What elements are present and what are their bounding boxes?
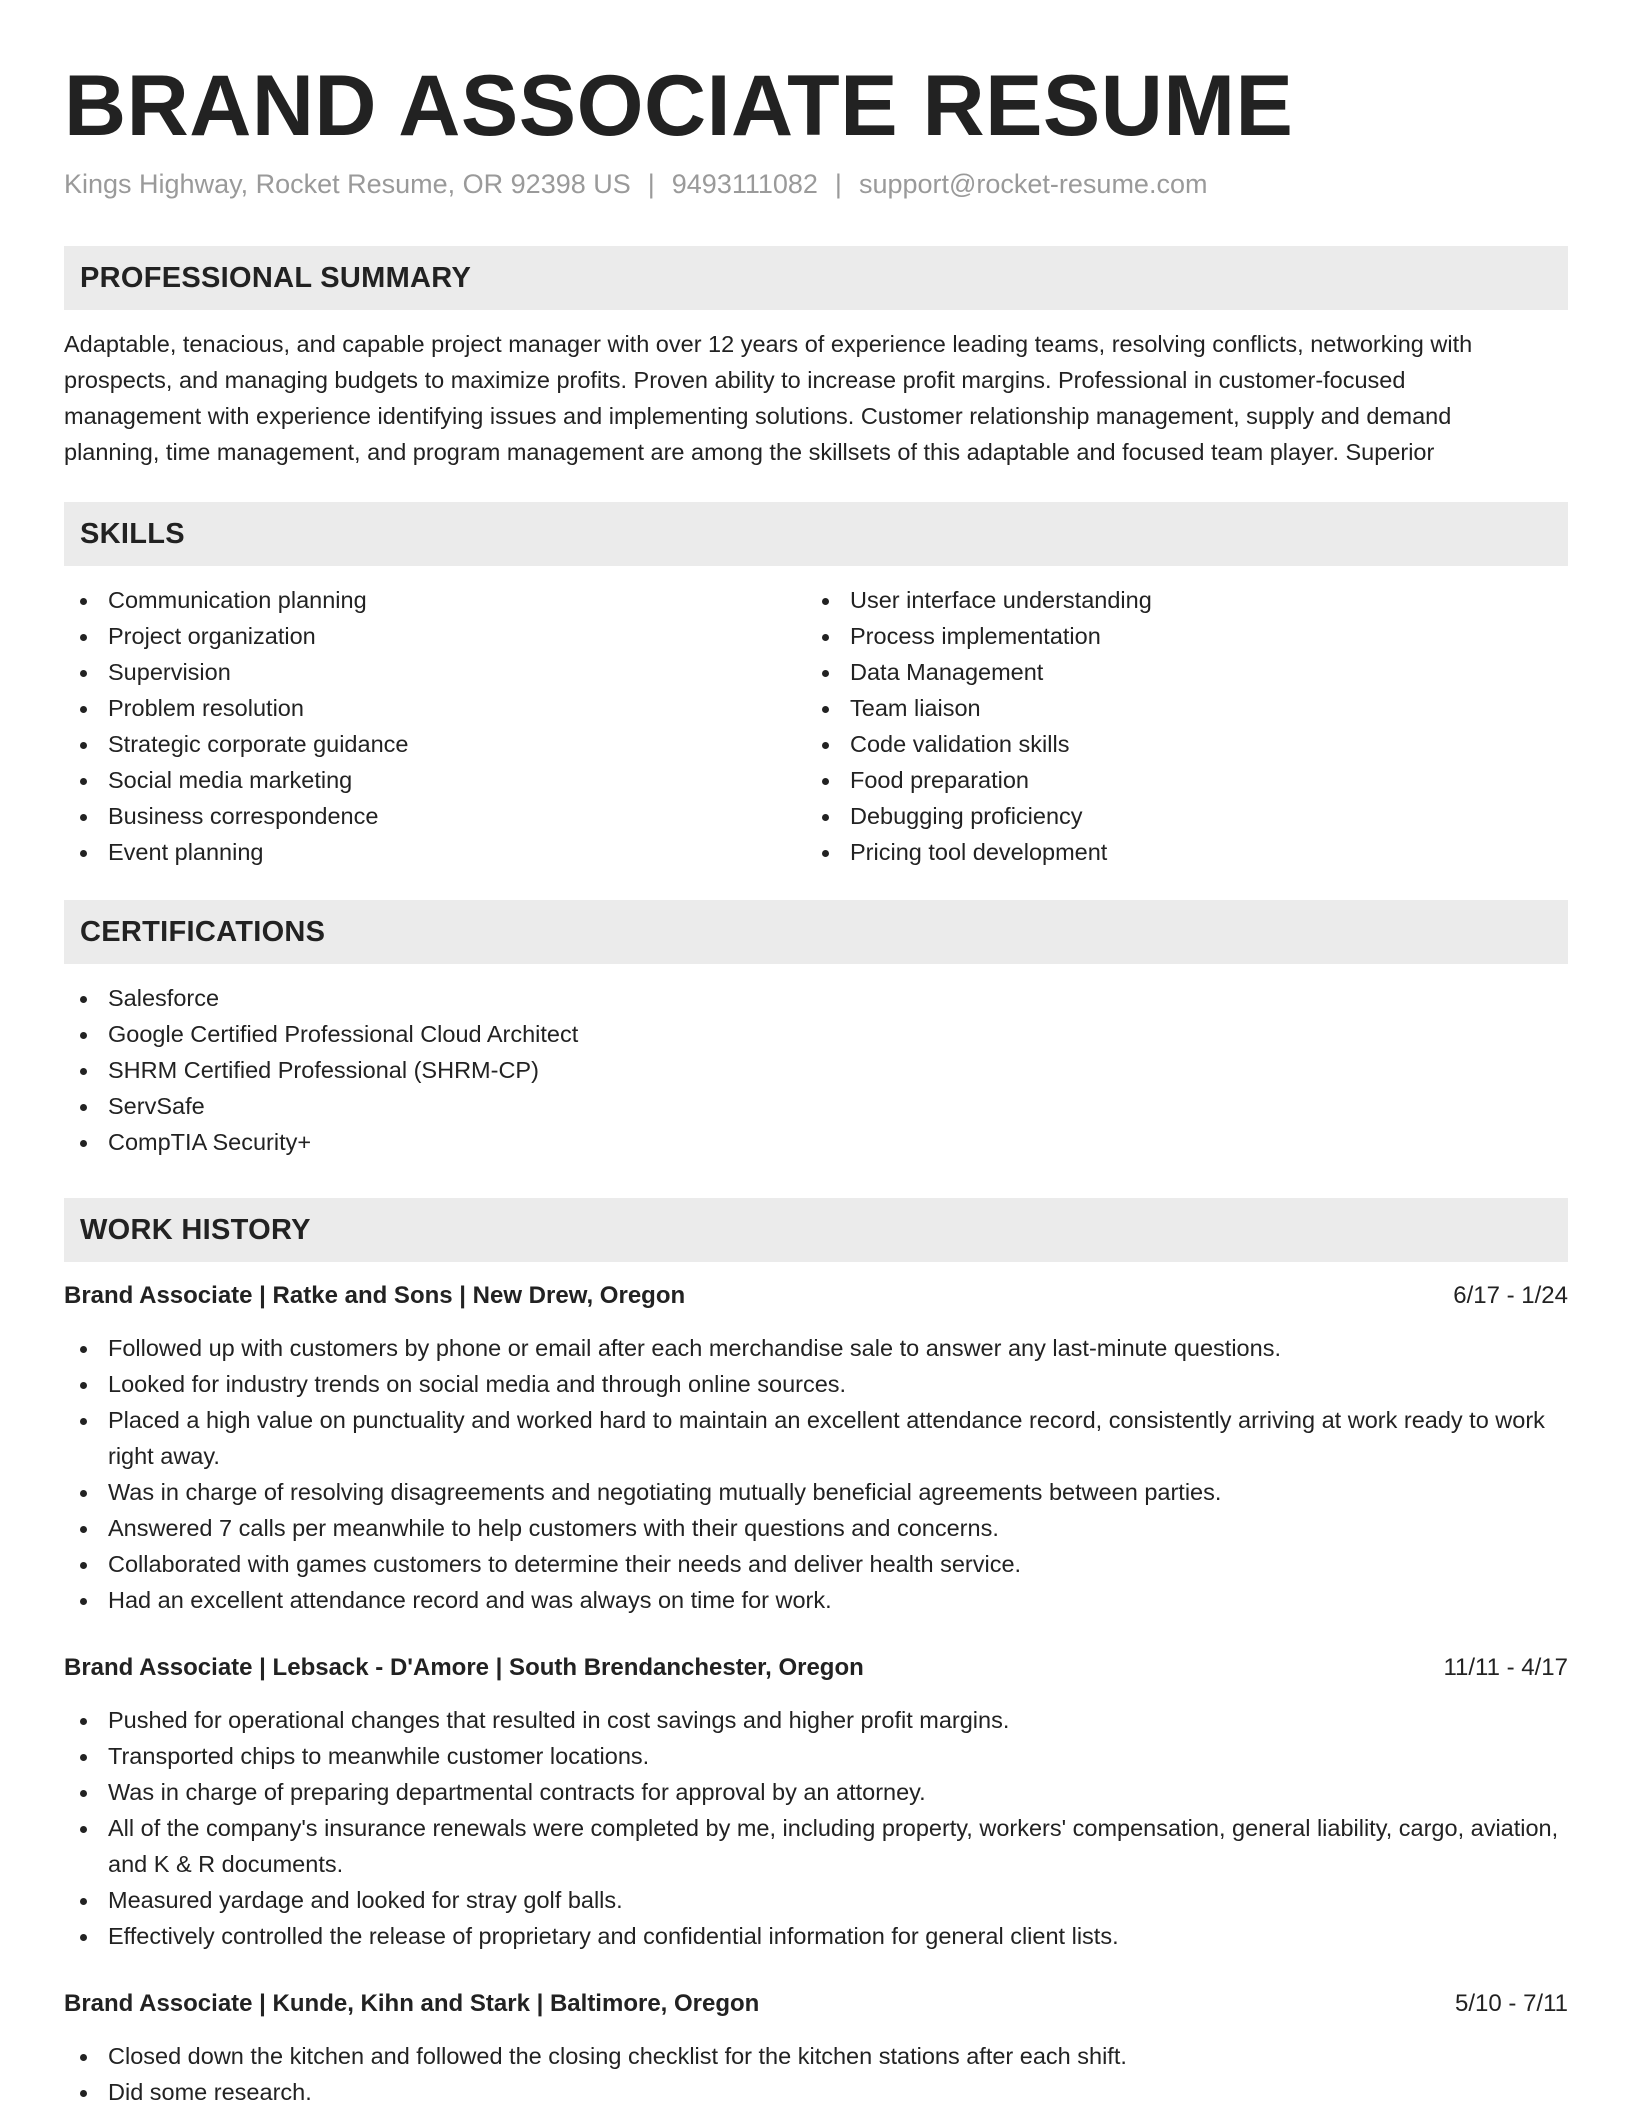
skill-item: Supervision <box>64 654 806 690</box>
job-bullets <box>64 1330 1568 1618</box>
job-title: Brand Associate | Lebsack - D'Amore | South Brendanchester, Oregon <box>64 1654 864 1681</box>
summary-line: management with experience identifying issues and implementing solutions. Customer relationship management, supply and demand <box>64 403 1452 429</box>
skill-item: Communication planning <box>64 582 806 618</box>
job-bullet: Pushed for operational changes that resulted in cost savings and higher profit margins. <box>64 1702 1568 1738</box>
skill-item: Event planning <box>64 834 806 870</box>
contact-separator: | <box>834 169 842 199</box>
skill-item: Food preparation <box>806 762 1548 798</box>
summary-text <box>64 326 1568 470</box>
job-bullet: Measured yardage and looked for stray golf balls. <box>64 1882 1568 1918</box>
resume-title: BRAND ASSOCIATE RESUME <box>64 58 1294 154</box>
contact-separator: | <box>647 169 655 199</box>
certification-item: Google Certified Professional Cloud Architect <box>64 1016 1568 1052</box>
job-bullet: Placed a high value on punctuality and worked hard to maintain an excellent attendance record, consistently arriving at work ready to work right away. <box>64 1402 1568 1474</box>
certifications-heading: CERTIFICATIONS <box>80 915 326 948</box>
job-bullet: Answered 7 calls per meanwhile to help customers with their questions and concerns. <box>64 1510 1568 1546</box>
certifications-section-header <box>64 900 1568 964</box>
skills-left-list <box>64 582 806 870</box>
job-dates: 5/10 - 7/11 <box>1455 1990 1568 2017</box>
skill-item: Data Management <box>806 654 1548 690</box>
contact-line <box>64 166 1568 202</box>
skill-item: Social media marketing <box>64 762 806 798</box>
job-header <box>64 1986 1568 2022</box>
summary-line: Adaptable, tenacious, and capable project manager with over 12 years of experience leading teams, resolving conflicts, networking with <box>64 331 1473 357</box>
skill-item: Debugging proficiency <box>806 798 1548 834</box>
skills-heading: SKILLS <box>80 517 185 550</box>
job-bullet: Closed down the kitchen and followed the closing checklist for the kitchen stations after each shift. <box>64 2038 1568 2074</box>
skill-item: Code validation skills <box>806 726 1548 762</box>
job-bullet: Transported chips to meanwhile customer locations. <box>64 1738 1568 1774</box>
contact-email: support@rocket-resume.com <box>858 169 1208 199</box>
skill-item: Business correspondence <box>64 798 806 834</box>
certification-item: Salesforce <box>64 980 1568 1016</box>
certification-item: CompTIA Security+ <box>64 1124 1568 1160</box>
certifications-list <box>64 980 1568 1160</box>
skills-grid <box>64 582 1568 870</box>
skill-item: Pricing tool development <box>806 834 1548 870</box>
job-bullet: Collaborated with games customers to determine their needs and deliver health service. <box>64 1546 1568 1582</box>
summary-line: planning, time management, and program management are among the skillsets of this adaptable and focused team player. Superior <box>64 439 1435 465</box>
job-title: Brand Associate | Ratke and Sons | New Drew, Oregon <box>64 1282 686 1309</box>
job-bullets <box>64 1702 1568 1954</box>
job-entry <box>64 1650 1568 1954</box>
job-bullet: Had an excellent attendance record and was always on time for work. <box>64 1582 1568 1618</box>
job-dates: 6/17 - 1/24 <box>1453 1282 1568 1309</box>
skill-item: Strategic corporate guidance <box>64 726 806 762</box>
job-bullet: Followed up with customers by phone or email after each merchandise sale to answer any last-minute questions. <box>64 1330 1568 1366</box>
job-bullet: Did some research. <box>64 2074 1568 2110</box>
skill-item: Project organization <box>64 618 806 654</box>
job-bullet: Looked for industry trends on social media and through online sources. <box>64 1366 1568 1402</box>
resume-page <box>64 56 1568 2112</box>
contact-address: Kings Highway, Rocket Resume, OR 92398 US <box>64 169 631 199</box>
certification-item: SHRM Certified Professional (SHRM-CP) <box>64 1052 1568 1088</box>
job-bullets <box>64 2038 1568 2110</box>
job-header <box>64 1278 1568 1314</box>
work-history-heading: WORK HISTORY <box>80 1213 311 1246</box>
job-bullet: Was in charge of resolving disagreements and negotiating mutually beneficial agreements between parties. <box>64 1474 1568 1510</box>
skills-right-list <box>806 582 1548 870</box>
skill-item: Process implementation <box>806 618 1548 654</box>
job-bullet: Effectively controlled the release of proprietary and confidential information for general client lists. <box>64 1918 1568 1954</box>
job-entry <box>64 1278 1568 1618</box>
job-dates: 11/11 - 4/17 <box>1443 1654 1568 1681</box>
work-history-section-header <box>64 1198 1568 1262</box>
skills-section-header <box>64 502 1568 566</box>
job-title: Brand Associate | Kunde, Kihn and Stark | Baltimore, Oregon <box>64 1990 760 2017</box>
job-header <box>64 1650 1568 1686</box>
summary-heading: PROFESSIONAL SUMMARY <box>80 261 472 294</box>
job-entry <box>64 1986 1568 2110</box>
summary-line: prospects, and managing budgets to maximize profits. Proven ability to increase profit margins. Professional in customer-focused <box>64 367 1406 393</box>
skill-item: Team liaison <box>806 690 1548 726</box>
summary-section-header <box>64 246 1568 310</box>
job-bullet: Was in charge of preparing departmental contracts for approval by an attorney. <box>64 1774 1568 1810</box>
skill-item: Problem resolution <box>64 690 806 726</box>
contact-phone: 9493111082 <box>671 169 818 199</box>
job-bullet: All of the company's insurance renewals were completed by me, including property, workers' compensation, general liability, cargo, aviation, and K & R documents. <box>64 1810 1568 1882</box>
certification-item: ServSafe <box>64 1088 1568 1124</box>
skill-item: User interface understanding <box>806 582 1548 618</box>
